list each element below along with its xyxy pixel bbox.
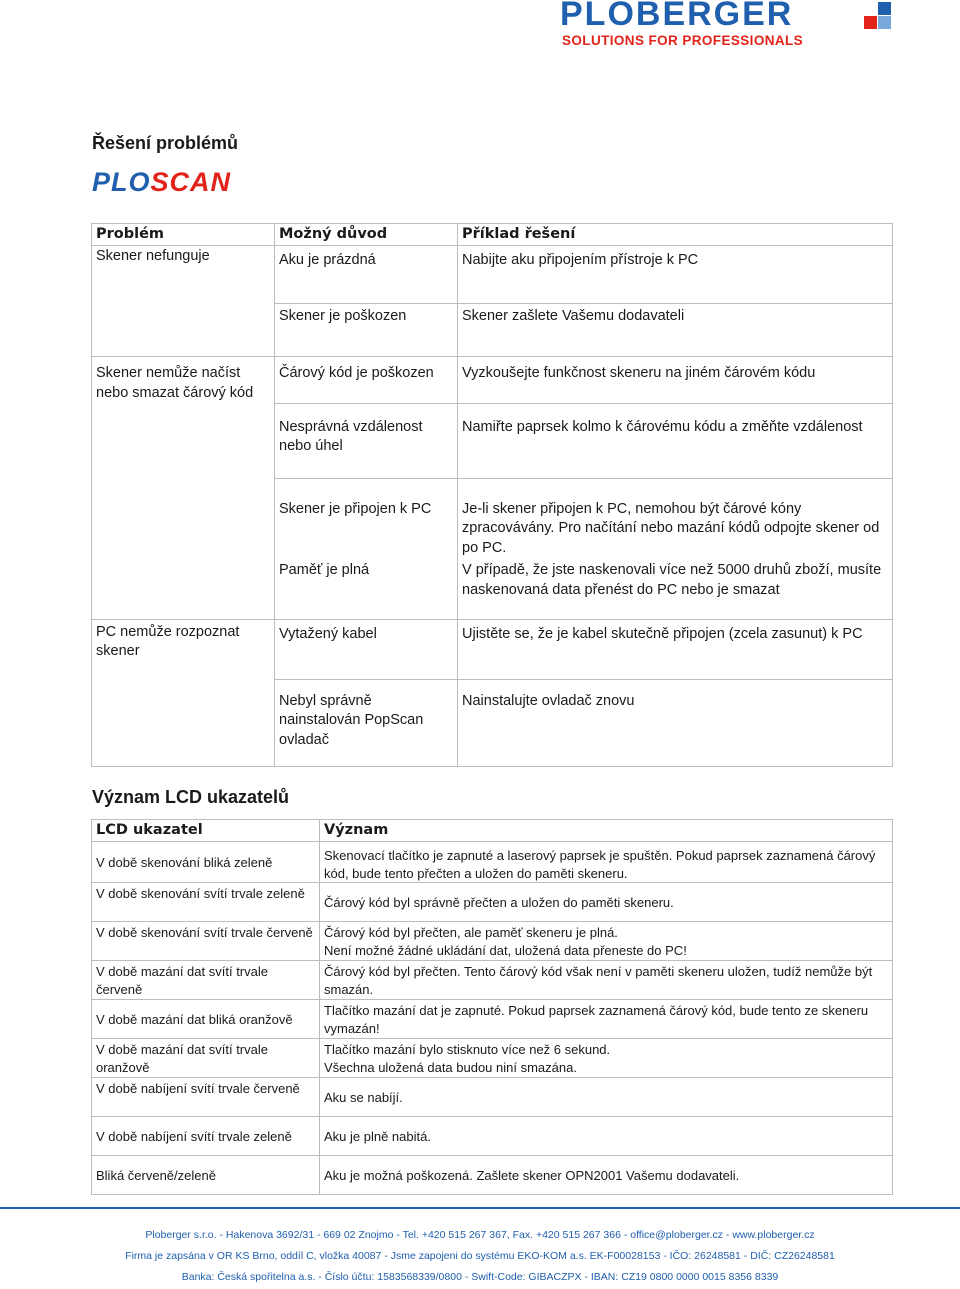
meaning-cell: Tlačítko mazání bylo stisknuto více než 6 sekund. Všechna uložená data budou niní smazána. (320, 1039, 893, 1078)
company-name: PLOBERGER (560, 0, 794, 33)
problem-cell: PC nemůže rozpoznat skener (92, 619, 275, 679)
table-row (92, 619, 893, 679)
meaning-cell: Aku se nabíjí. (320, 1078, 893, 1117)
cause-cell: Skener je připojen k PC (275, 478, 458, 558)
ploscan-logo-part: SCAN (150, 167, 232, 197)
meaning-cell: Čárový kód byl přečten. Tento čárový kód však není v paměti skeneru uložen, tudíž nemůže být smazán. (320, 961, 893, 1000)
cause-cell: Paměť je plná (275, 558, 458, 619)
table-row (92, 961, 893, 1000)
meaning-cell: Aku je plně nabitá. (320, 1117, 893, 1156)
table-row (92, 922, 893, 961)
meaning-cell: Čárový kód byl přečten, ale paměť skeneru je plná. Není možné žádné ukládání dat, uložená data přeneste do PC! (320, 922, 893, 961)
problem-cell (92, 558, 275, 619)
indicator-cell: V době mazání dat bliká oranžově (92, 1000, 320, 1039)
column-header: Možný důvod (275, 224, 458, 246)
logo-square-icon (864, 16, 877, 29)
solution-cell: Ujistěte se, že je kabel skutečně připojen (zcela zasunut) k PC (458, 619, 893, 679)
logo-square-icon (878, 2, 891, 15)
problem-cell (92, 304, 275, 357)
solution-cell: Nainstalujte ovladač znovu (458, 679, 893, 766)
solution-cell: Nabijte aku připojením přístroje k PC (458, 246, 893, 304)
footer-contact: Ploberger s.r.o. - Hakenova 3692/31 - 669 02 Znojmo - Tel. +420 515 267 367, Fax. +420 515 267 366 - office@ploberger.cz - www.ploberger.cz (145, 1229, 815, 1241)
meaning-cell: Tlačítko mazání dat je zapnuté. Pokud paprsek zaznamená čárový kód, bude tento ze skeneru vymazán! (320, 1000, 893, 1039)
indicator-cell: V době mazání dat svítí trvale oranžově (92, 1039, 320, 1078)
footer-bank: Banka: Česká spořitelna a.s. - Číslo účtu: 1583568339/0800 - Swift-Code: GIBACZPX - IBAN: CZ19 0800 0000 0015 8356 8339 (181, 1271, 779, 1283)
indicator-cell: V době nabíjení svítí trvale zeleně (92, 1117, 320, 1156)
table-row (92, 883, 893, 922)
problem-cell (92, 679, 275, 766)
table-row (92, 1000, 893, 1039)
problem-cell (92, 478, 275, 558)
indicator-cell: V době mazání dat svítí trvale červeně (92, 961, 320, 1000)
column-header: Význam (320, 820, 893, 842)
problem-cell: Skener nefunguje (92, 246, 275, 304)
solution-cell: Namiřte paprsek kolmo k čárovému kódu a změňte vzdálenost (458, 403, 893, 478)
table-row (92, 246, 893, 304)
lcd-table (91, 819, 893, 1195)
meaning-cell: Aku je možná poškozená. Zašlete skener OPN2001 Vašemu dodavateli. (320, 1156, 893, 1195)
column-header: Příklad řešení (458, 224, 893, 246)
cause-cell: Čárový kód je poškozen (275, 357, 458, 404)
indicator-cell: V době nabíjení svítí trvale červeně (92, 1078, 320, 1117)
table-row (92, 304, 893, 357)
column-header: Problém (92, 224, 275, 246)
indicator-cell: Bliká červeně/zeleně (92, 1156, 320, 1195)
ploscan-logo (92, 166, 231, 198)
table-header-row (92, 224, 893, 246)
troubleshooting-title: Řešení problémů (92, 133, 239, 153)
indicator-cell: V době skenování svítí trvale zeleně (92, 883, 320, 922)
table-row (92, 1156, 893, 1195)
company-tagline: SOLUTIONS FOR PROFESSIONALS (562, 33, 804, 48)
solution-cell: V případě, že jste naskenovali více než 5000 druhů zboží, musíte naskenovaná data přenést do PC nebo je smazat (458, 558, 893, 619)
cause-cell: Aku je prázdná (275, 246, 458, 304)
table-row (92, 357, 893, 404)
table-row (92, 1117, 893, 1156)
cause-cell: Nebyl správně nainstalován PopScan ovladač (275, 679, 458, 766)
column-header: LCD ukazatel (92, 820, 320, 842)
lcd-title: Význam LCD ukazatelů (92, 787, 290, 807)
footer-divider (0, 1207, 960, 1209)
indicator-cell: V době skenování svítí trvale červeně (92, 922, 320, 961)
problem-cell (92, 403, 275, 478)
table-row (92, 403, 893, 478)
table-row (92, 842, 893, 883)
cause-cell: Skener je poškozen (275, 304, 458, 357)
solution-cell: Skener zašlete Vašemu dodavateli (458, 304, 893, 357)
table-row (92, 679, 893, 766)
meaning-cell: Čárový kód byl správně přečten a uložen do paměti skeneru. (320, 883, 893, 922)
indicator-cell: V době skenování bliká zeleně (92, 842, 320, 883)
ploscan-logo-part: PLO (92, 167, 151, 197)
solution-cell: Je-li skener připojen k PC, nemohou být čárové kóny zpracovávány. Pro načítání nebo mazání kódů odpojte skener od po PC. (458, 478, 893, 558)
table-row (92, 1039, 893, 1078)
table-row (92, 478, 893, 558)
table-row (92, 558, 893, 619)
company-logo (560, 0, 896, 52)
problem-cell: Skener nemůže načíst nebo smazat čárový kód (92, 357, 275, 404)
cause-cell: Nesprávná vzdálenost nebo úhel (275, 403, 458, 478)
footer-registration: Firma je zapsána v OR KS Brno, oddíl C, vložka 40087 - Jsme zapojeni do systému EKO-KOM a.s. EK-F00028153 - IČO: 26248581 - DIČ: CZ26248581 (125, 1250, 835, 1262)
meaning-cell: Skenovací tlačítko je zapnuté a laserový paprsek je spuštěn. Pokud paprsek zaznamená čárový kód, bude tento přečten a uložen do paměti skeneru. (320, 842, 893, 883)
table-row (92, 1078, 893, 1117)
logo-square-icon (878, 16, 891, 29)
troubleshooting-table (91, 223, 893, 767)
table-header-row (92, 820, 893, 842)
solution-cell: Vyzkoušejte funkčnost skeneru na jiném čárovém kódu (458, 357, 893, 404)
cause-cell: Vytažený kabel (275, 619, 458, 679)
